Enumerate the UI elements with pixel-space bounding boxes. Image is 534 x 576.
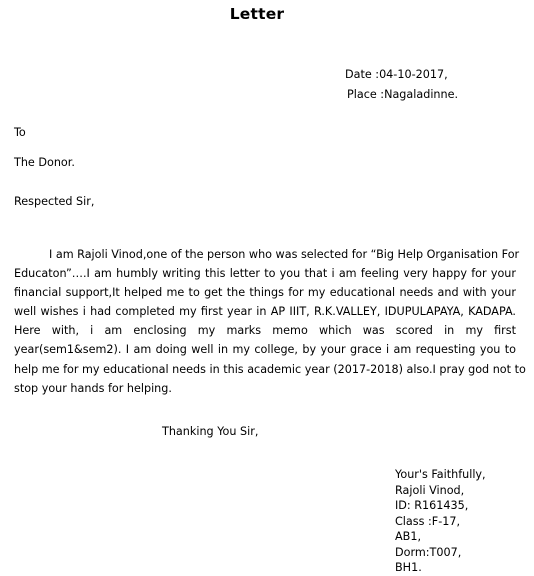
recipient-name: The Donor.	[14, 156, 75, 169]
salutation: Respected Sir,	[14, 195, 95, 208]
body-line: year(sem1&sem2). I am doing well in my college, by your grace i am requesting you to	[14, 343, 516, 357]
letter-date: Date :04-10-2017,	[345, 68, 448, 81]
body-line: Educaton”….I am humbly writing this letter to you that i am feeling very happy for your	[14, 267, 516, 281]
signature-line: BH1.	[395, 561, 422, 574]
body-line: I am Rajoli Vinod,one of the person who was selected for “Big Help Organisation For	[49, 248, 520, 261]
body-line: financial support,It helped me to get the things for my educational needs and with your	[14, 286, 516, 300]
letter-body	[14, 245, 526, 398]
letter-place: Place :Nagaladinne.	[347, 88, 459, 101]
letter-title: Letter	[229, 5, 285, 23]
closing-thanks: Thanking You Sir,	[162, 425, 259, 438]
body-line: stop your hands for helping.	[14, 381, 172, 395]
signature-line: AB1,	[395, 530, 422, 543]
body-line: Here with, i am enclosing my marks memo which was scored in my first	[14, 324, 516, 338]
signature-line: ID: R161435,	[395, 499, 469, 512]
signature-line: Dorm:T007,	[395, 545, 462, 559]
to-label: To	[14, 126, 26, 139]
signature-line: Your's Faithfully,	[395, 468, 486, 481]
body-line: help me for my educational needs in this academic year (2017-2018) also.I pray god not to	[14, 362, 526, 376]
body-line: well wishes i had completed my first year in AP IIIT, R.K.VALLEY, IDUPULAPAYA, KADAPA.	[14, 305, 516, 319]
signature-block	[395, 467, 486, 576]
signature-line: Rajoli Vinod,	[395, 483, 465, 497]
signature-line: Class :F-17,	[395, 514, 461, 528]
